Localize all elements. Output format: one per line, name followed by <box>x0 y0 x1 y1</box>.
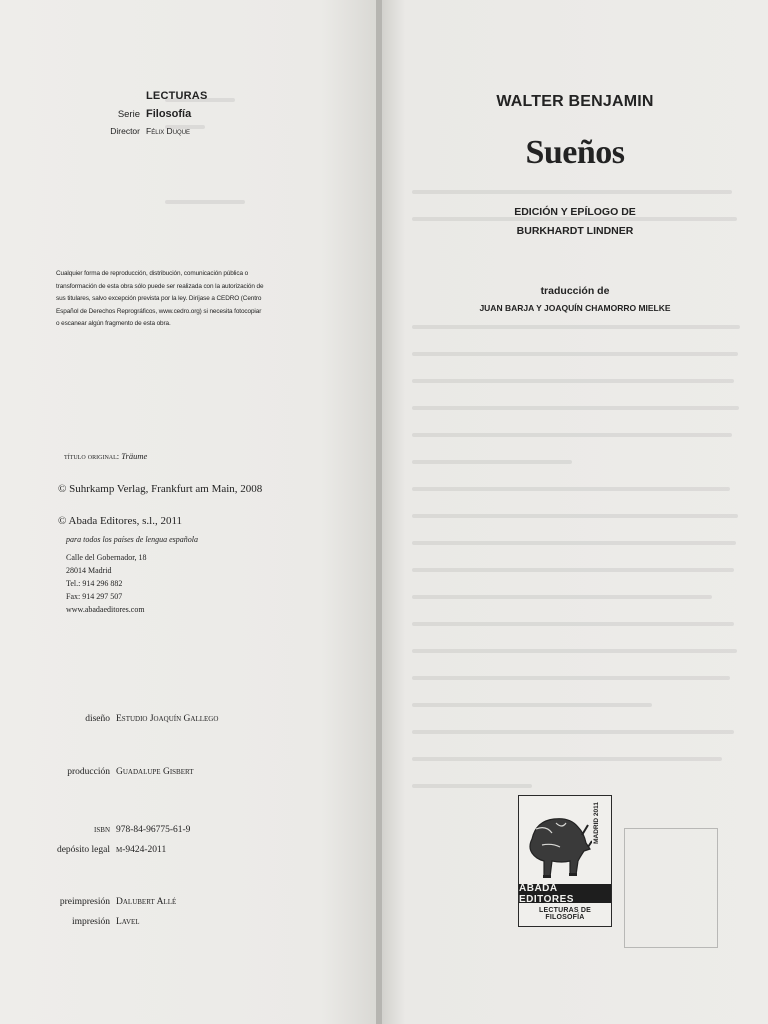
publisher-logo <box>518 795 612 927</box>
logo-publisher-name: ABADA EDITORES <box>519 884 611 903</box>
credit-label: isbn <box>94 825 110 835</box>
credit-value: m-9424-2011 <box>116 845 167 855</box>
translators: JUAN BARJA Y JOAQUÍN CHAMORRO MIELKE <box>479 303 671 313</box>
bleed-through-text <box>165 200 255 227</box>
series-value: LECTURAS <box>146 90 208 102</box>
book-title: Sueños <box>525 134 625 171</box>
website: www.abadaeditores.com <box>66 605 145 614</box>
fax: Fax: 914 297 507 <box>66 592 123 601</box>
rhinoceros-icon <box>522 799 592 883</box>
credit-label: preimpresión <box>59 897 110 907</box>
series-value: Filosofía <box>146 108 192 120</box>
copyright-abada: © Abada Editores, s.l., 2011 <box>58 515 183 527</box>
original-title-label: título original: <box>64 451 120 461</box>
address-line: Calle del Gobernador, 18 <box>66 553 147 562</box>
logo-year-text: MADRID 2011 <box>593 802 600 844</box>
logo-collection-name: LECTURAS DE FILOSOFÍA <box>539 907 591 921</box>
author-name: WALTER BENJAMIN <box>496 93 654 110</box>
credit-value: Lavel <box>116 917 140 927</box>
bleed-through-text <box>412 190 742 811</box>
original-title: Träume <box>121 451 148 461</box>
series-value: Félix Duque <box>146 126 191 136</box>
credit-legal-deposit <box>0 845 166 855</box>
series-label: Director <box>110 126 140 136</box>
left-page <box>0 0 378 1024</box>
tagline: para todos los países de lengua española <box>66 535 198 544</box>
publisher-details <box>66 533 198 616</box>
copyright-suhrkamp: © Suhrkamp Verlag, Frankfurt am Main, 2008 <box>58 483 263 495</box>
library-stamp <box>624 828 718 948</box>
credit-label: depósito legal <box>56 845 110 855</box>
credit-label: diseño <box>85 714 110 724</box>
credit-label: impresión <box>72 917 110 927</box>
edition-line: EDICIÓN Y EPÍLOGO DE <box>514 206 636 218</box>
series-label: Serie <box>117 109 140 120</box>
original-title-line <box>64 451 147 461</box>
phone: Tel.: 914 296 882 <box>66 579 123 588</box>
series-row <box>52 126 208 144</box>
credit-label: producción <box>67 767 110 777</box>
translation-label: traducción de <box>540 285 610 297</box>
series-row <box>52 90 208 108</box>
credit-printing <box>0 917 140 927</box>
credit-prepress <box>0 897 176 907</box>
credit-production <box>0 767 194 777</box>
credit-value: Dalubert Allé <box>116 897 177 907</box>
credit-design <box>0 714 218 724</box>
rights-notice: Cualquier forma de reproducción, distribución, comunicación pública o transformación de esta obra sólo puede ser realizada con la autorización de sus titulares, salvo excepción prevista por la ley. Diríjase a CEDRO (Centro Español de Derechos Reprográficos, www.cedro.org) si necesita fotocopiar o escanear algún fragmento de esta obra. <box>56 270 264 327</box>
credit-value: Guadalupe Gisbert <box>116 767 194 777</box>
right-page <box>382 0 768 1024</box>
edition-credit <box>382 203 768 241</box>
credit-value: Estudio Joaquín Gallego <box>116 714 219 724</box>
series-row <box>52 108 208 126</box>
credit-isbn <box>0 825 190 835</box>
editor-name: BURKHARDT LINDNER <box>516 225 634 237</box>
series-info <box>52 90 208 144</box>
credit-value: 978-84-96775-61-9 <box>116 825 191 835</box>
address-line: 28014 Madrid <box>66 566 112 575</box>
